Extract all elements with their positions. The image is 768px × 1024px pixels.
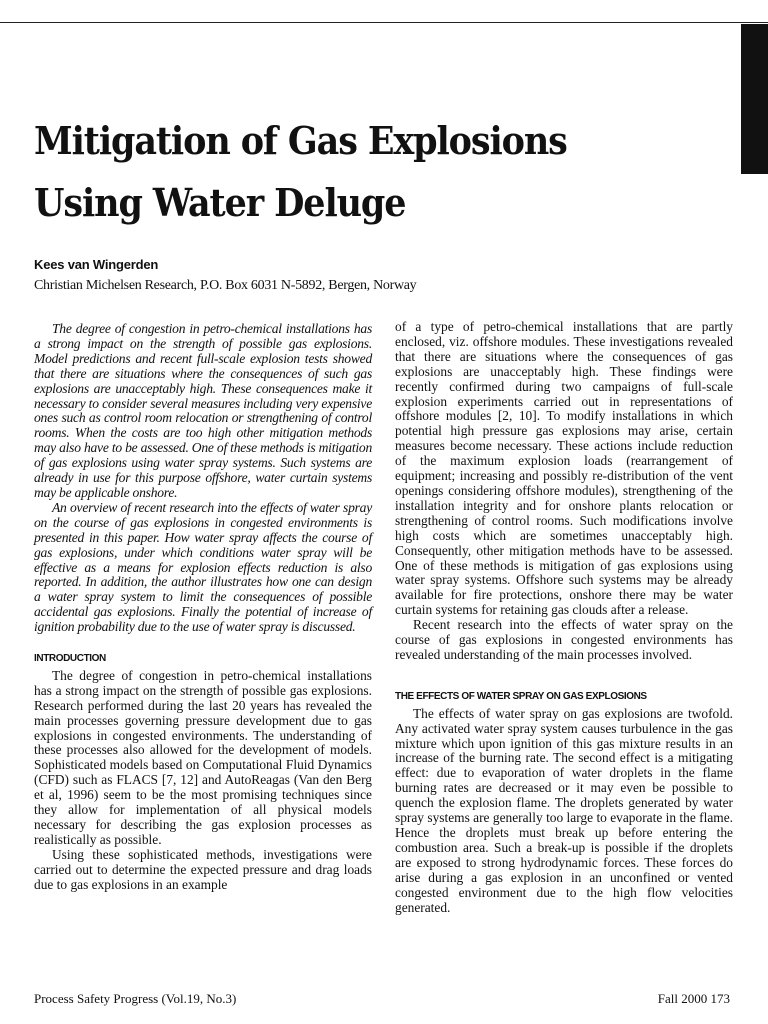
right-column [395, 320, 733, 915]
left-column [34, 322, 372, 893]
body-paragraph: Recent research into the effects of water spray on the course of gas explosions in congested environments has revealed understanding of the main processes involved. [395, 617, 733, 662]
body-paragraph: of a type of petro-chemical installations that are partly enclosed, viz. offshore modules. These investigations revealed that there are situations where the consequences of gas explosions are unacceptably high. These findings were recently confirmed during two campaigns of full-scale explosion experiments carried out in representations of offshore modules [2, 10]. To modify installations in which potential high pressure gas explosions may arise, certain measures become necessary. These actions include reduction of the maximum explosion loads (rearrangement of equipment; increasing and possibly re-distribution of the vent openings considering offshore modules), strengthening of the installation integrity and for onshore plants relocation or strengthening of control rooms. Such modifications involve high costs which are sometimes unacceptably high. Consequently, other mitigation methods have to be assessed. One of these methods is mitigation of gas explosions using water spray systems. Offshore such systems may be already available for fire protections, onshore there may be water curtain systems for retaining gas clouds after a release. [395, 319, 733, 618]
introduction-heading: INTRODUCTION [34, 653, 106, 665]
abstract-paragraph: The degree of congestion in petro-chemical installations has a strong impact on the strength of possible gas explosions. Model predictions and recent full-scale explosion tests showed that there are situations where the consequences of such gas explosions are unacceptably high. These consequences make it necessary to consider several measures including very expensive ones such as control room relocation or strengthening of control rooms. When the costs are too high other mitigation methods may also have to be assessed. One of these methods is mitigation of gas explosions using water spray systems. Such systems are already in use for this purpose offshore, water curtain systems may be applicable onshore. [34, 321, 372, 500]
body-paragraph: The degree of congestion in petro-chemical installations has a strong impact on the strength of possible gas explosions. Research performed during the last 20 years has revealed the main processes governing pressure development due to gas explosions in congested environments. The understanding of these processes also allowed for the development of models. Sophisticated models based on Computational Fluid Dynamics (CFD) such as FLACS [7, 12] and AutoReagas (Van den Berg et al, 1996) seem to be the most promising techniques since they allow for implementation of all physical models necessary for describing the gas explosion processes as realistically as possible. [34, 667, 372, 847]
article-title: Mitigation of Gas Explosions Using Water Deluge [34, 118, 567, 225]
journal-footer: Process Safety Progress (Vol.19, No.3) [34, 991, 237, 1006]
body-paragraph: The effects of water spray on gas explosions are twofold. Any activated water spray system causes turbulence in the gas mixture which upon ignition of this gas mixture results in an increase of the burning rate. The second effect is a mitigating effect: due to evaporation of water droplets in the flame burning rates are decreased or it may even be possible to quench the explosion flame. The droplets generated by water spray systems are generally too large to evaporate in the flame. Hence the droplets must break up before entering the combustion area. Such a break-up is possible if the droplets are exposed to strong hydrodynamic forces. These forces do arise during a gas explosion in an unconfined or vented congested environment due to the high flow velocities generated. [395, 705, 733, 915]
body-paragraph: Using these sophisticated methods, investigations were carried out to determine the expected pressure and drag loads due to gas explosions in an example [34, 846, 372, 892]
top-rule [0, 22, 768, 23]
abstract [34, 322, 372, 635]
page-number: Fall 2000 173 [657, 991, 730, 1006]
section-heading: THE EFFECTS OF WATER SPRAY ON GAS EXPLOSIONS [395, 690, 647, 702]
section-tab-marker [741, 24, 768, 174]
abstract-paragraph: An overview of recent research into the effects of water spray on the course of gas explosions in congested environments is presented in this paper. How water spray affects the course of gas explosions, under which conditions water spray will be effective as a means for explosion effects reduction is also reported. In addition, the author illustrates how one can design a water spray system to limit the consequences of possible accidental gas explosions. Finally the potential of increase of ignition probability due to the use of water spray is discussed. [34, 499, 372, 635]
author-name: Kees van Wingerden [34, 257, 159, 272]
author-affiliation: Christian Michelsen Research, P.O. Box 6031 N-5892, Bergen, Norway [34, 278, 417, 293]
